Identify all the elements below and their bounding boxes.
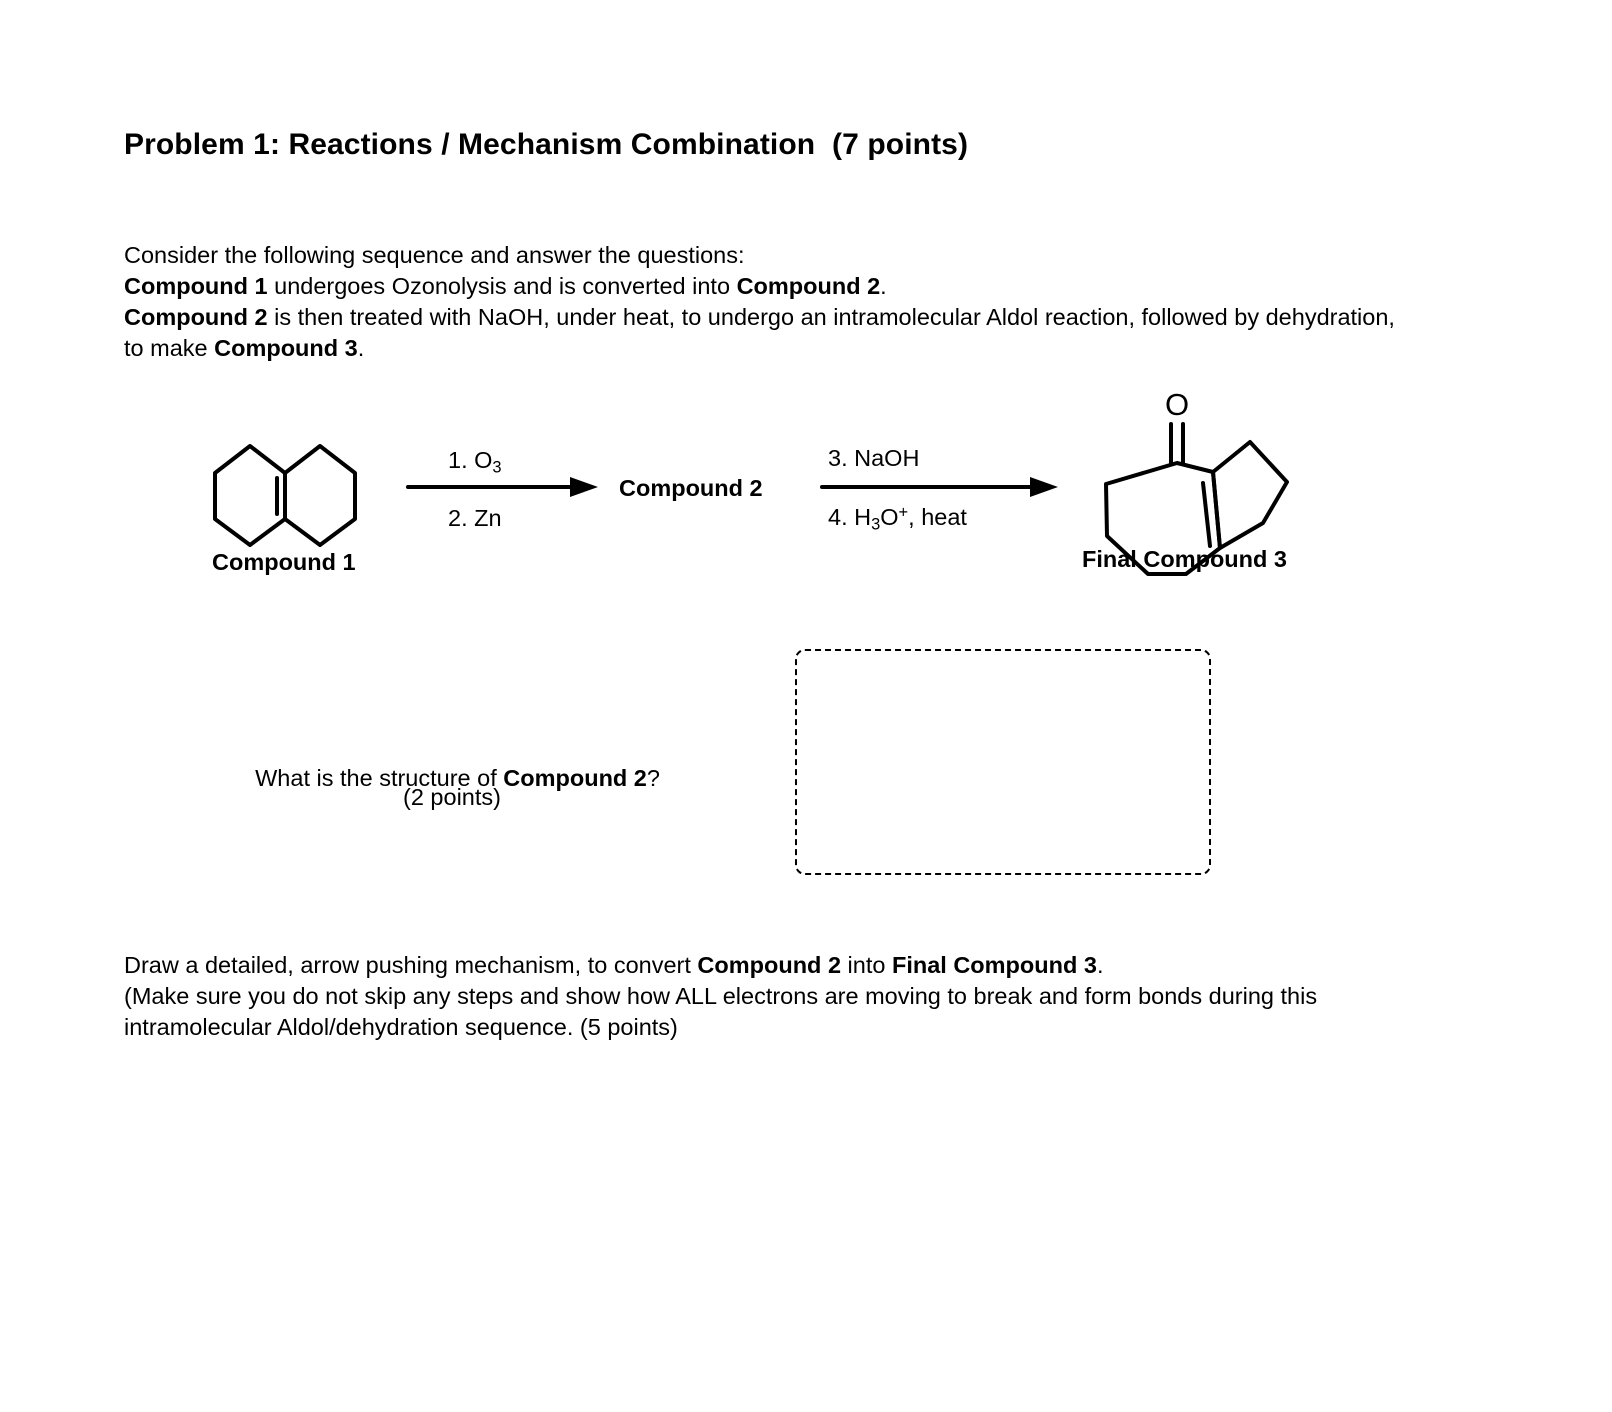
question-structure-prefix: What is the structure of (255, 765, 504, 791)
mechanism-line-1-compound2: Compound 2 (697, 952, 842, 978)
compound-1-left-ring (215, 446, 285, 545)
intro-line-2-mid: undergoes Ozonolysis and is converted into (267, 273, 737, 299)
compound-1-structure (215, 446, 355, 545)
compound-1-label: Compound 1 (212, 549, 356, 575)
compound-3-label: Final Compound 3 (1082, 546, 1287, 572)
mechanism-line-1 (124, 950, 1454, 981)
intro-line-2 (124, 271, 1414, 302)
reagent-step-2: 2. Zn (448, 505, 502, 531)
compound-1-right-ring (285, 446, 355, 545)
intro-line-3-end: . (357, 335, 365, 361)
reaction-arrow-2 (822, 477, 1058, 497)
compound-3-double-bond-inner (1203, 483, 1210, 546)
reagent-step-1 (448, 447, 502, 477)
question-structure-compound: Compound 2 (503, 765, 647, 791)
carbonyl-oxygen-label: O (1164, 387, 1190, 422)
reagent-step-4-subscript: 3 (871, 515, 881, 534)
mechanism-line-2: (Make sure you do not skip any steps and show how ALL electrons are moving to break and form bonds during this intramolecular Aldol/dehydration sequence. (5 points) (124, 983, 1318, 1040)
compound-2-label: Compound 2 (619, 475, 763, 501)
reaction-arrow-1 (408, 477, 598, 497)
compound-3-five-ring (1213, 442, 1287, 548)
question-structure-points: (2 points) (403, 784, 501, 810)
mechanism-line-1-end: . (1096, 952, 1104, 978)
intro-line-2-compound1: Compound 1 (124, 273, 268, 299)
question-structure-suffix: ? (646, 765, 660, 791)
mechanism-line-1-mid: into (841, 952, 892, 978)
intro-line-1 (124, 240, 1414, 271)
mechanism-line-1-compound3: Final Compound 3 (891, 952, 1097, 978)
intro-line-3-compound3: Compound 3 (214, 335, 358, 361)
intro-line-2-compound2: Compound 2 (736, 273, 881, 299)
intro-line-1-text: Consider the following sequence and answer the questions: (124, 242, 745, 268)
intro-line-2-end: . (880, 273, 887, 299)
reagent-step-4-suffix: , heat (908, 504, 967, 530)
intro-paragraph (124, 240, 1414, 364)
reagent-step-3: 3. NaOH (828, 445, 920, 471)
mechanism-instructions (124, 950, 1454, 1043)
intro-line-3 (124, 302, 1414, 364)
mechanism-line-1-prefix: Draw a detailed, arrow pushing mechanism, to convert (124, 952, 698, 978)
answer-box-compound-2[interactable] (795, 649, 1211, 875)
page-title: Problem 1: Reactions / Mechanism Combination (7 points) (124, 128, 969, 161)
reagent-step-4-prefix: 4. H (828, 504, 872, 530)
reagent-step-4 (828, 503, 967, 534)
intro-line-3-compound2: Compound 2 (124, 304, 268, 330)
intro-line-3-rest: is then treated with NaOH, under heat, to undergo an intramolecular Aldol reaction, followed by dehydration, to make (124, 304, 1395, 361)
reagent-step-1-text: 1. O (448, 447, 493, 473)
reagent-step-4-charge: + (898, 503, 909, 522)
reagent-step-1-subscript: 3 (492, 458, 502, 477)
reagent-step-4-oxygen: O (880, 504, 899, 530)
